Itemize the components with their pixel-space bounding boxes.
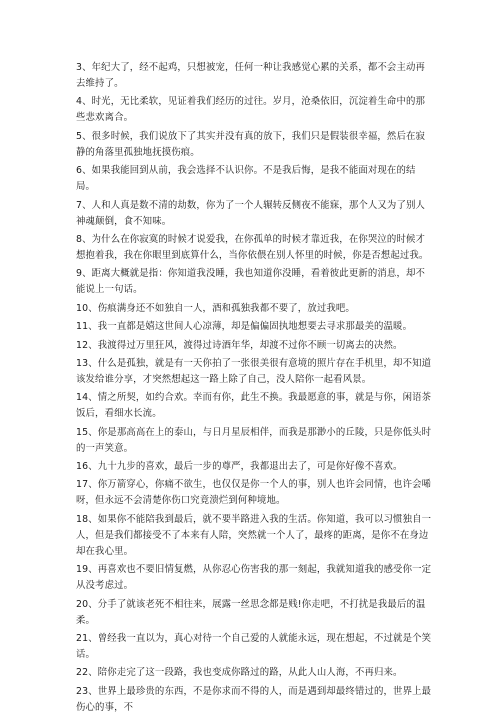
item-text: 你是那高高在上的泰山，与日月星辰相伴，而我是那渺小的丘陵，只是你低头时的一声笑意。 [76, 426, 432, 454]
item-text: 世界上最珍贵的东西，不是你求而不得的人，而是遇到却最终错过的，世界上最伤心的事，不 [76, 685, 432, 713]
list-item [76, 425, 432, 457]
item-text: 陪你走完了这一段路，我也变成你路过的路，从此人山人海，不再归来。 [97, 667, 403, 679]
list-item [76, 512, 432, 560]
item-text: 再喜欢也不要旧情复燃，从你忍心伤害我的那一刻起，我就知道我的感受你一定从没考虑过。 [76, 564, 432, 592]
item-number: 23、 [76, 685, 98, 697]
list-item [76, 356, 432, 388]
item-text: 很多时候，我们说放下了其实并没有真的放下，我们只是假装很幸福，然后在寂静的角落里孤独地抚摸伤痕。 [76, 130, 426, 158]
item-text: 曾经我一直以为，真心对待一个自己爱的人就能永远，现在想起，不过就是个笑话。 [76, 633, 432, 661]
list-item [76, 459, 432, 475]
list-item [76, 94, 432, 126]
list-item [76, 390, 432, 422]
item-number: 8、 [76, 233, 92, 245]
item-text: 我一直都是嬉这世间人心凉薄，却是偏偏固执地想要去寻求那最美的温暖。 [97, 321, 413, 333]
item-number: 17、 [76, 479, 98, 491]
list-item [76, 665, 432, 681]
item-text: 距离大概就是指：你知道我没睡，我也知道你没睡，看着彼此更新的消息，却不能说上一句话。 [76, 268, 426, 296]
list-item [76, 562, 432, 594]
item-number: 19、 [76, 564, 98, 576]
item-text: 人和人真是数不清的劫数，你为了一个人辗转反侧夜不能寐，那个人又为了别人神魂颠倒，食不知味。 [76, 199, 426, 227]
list-item [76, 129, 432, 161]
item-number: 21、 [76, 633, 98, 645]
item-number: 5、 [76, 130, 92, 142]
item-number: 6、 [76, 165, 92, 177]
item-number: 7、 [76, 199, 92, 211]
item-number: 22、 [76, 667, 98, 679]
item-number: 13、 [76, 357, 98, 369]
item-text: 分手了就该老死不相往来，展露一丝思念都是贱!你走吧，不打扰是我最后的温柔。 [76, 598, 426, 626]
item-text: 九十九步的喜欢，最后一步的尊严，我都退出去了，可是你好像不喜欢。 [97, 461, 403, 473]
item-number: 3、 [76, 62, 92, 73]
item-number: 16、 [76, 461, 98, 473]
list-item [76, 266, 432, 298]
list-item [76, 198, 432, 230]
item-number: 9、 [76, 268, 92, 280]
list-item [76, 301, 432, 317]
list-item [76, 597, 432, 629]
list-item [76, 319, 432, 335]
item-text: 伤痕满身还不如独自一人，酒和孤独我都不要了，放过我吧。 [97, 302, 355, 314]
item-text: 你万箭穿心，你痛不欲生，也仅仅是你一个人的事，别人也许会同情，也许会唏呀，但永远不会清楚你伤口究竟溃烂到何种境地。 [76, 479, 432, 507]
item-text: 什么是孤独，就是有一天你拍了一张很美很有意境的照片存在手机里，却不知道该发给谁分享，才突然想起这一路上除了自己，没人陪你一起看风景。 [76, 357, 432, 385]
item-text: 年纪大了，经不起鸡，只想被宠，任何一种让我感觉心累的关系，都不会主动再去维持了。 [76, 62, 426, 89]
list-item [76, 631, 432, 663]
list-item [76, 477, 432, 509]
item-number: 11、 [76, 321, 98, 333]
item-text: 我渡得过万里狂风，渡得过诗酒年华，却渡不过你不顾一切离去的决然。 [97, 339, 403, 351]
list-item [76, 163, 432, 195]
list-item [76, 60, 432, 92]
item-text: 如果你不能陪我到最后，就不要半路进入我的生活。你知道，我可以习惯独自一人，但是我们都接受不了本来有人陪，突然就一个人了，最疼的距离，是你不在身边却在我心里。 [76, 513, 432, 557]
item-number: 15、 [76, 426, 98, 438]
item-text: 为什么在你寂寞的时候才说爱我，在你孤单的时候才靠近我，在你哭泣的时候才想抱着我，我在你眼里到底算什么，当你依偎在别人怀里的时候，你是否想起过我。 [76, 233, 429, 261]
item-text: 情之所契，如约合欢。幸而有你，此生不换。我最愿意的事，就是与你，闲语茶饭后，看细水长流。 [76, 392, 432, 420]
item-number: 14、 [76, 392, 98, 404]
document-body [76, 60, 432, 718]
item-number: 12、 [76, 339, 98, 351]
item-number: 18、 [76, 513, 98, 525]
item-number: 4、 [76, 96, 92, 108]
item-text: 时光，无比柔软，见证着我们经历的过往。岁月，沧桑依旧，沉淀着生命中的那些悲欢离合。 [76, 96, 426, 124]
list-item [76, 232, 432, 264]
list-item [76, 684, 432, 716]
list-item [76, 338, 432, 354]
item-text: 如果我能回到从前，我会选择不认识你。不是我后悔，是我不能面对现在的结局。 [76, 165, 416, 193]
item-number: 20、 [76, 598, 98, 610]
item-number: 10、 [76, 302, 98, 314]
